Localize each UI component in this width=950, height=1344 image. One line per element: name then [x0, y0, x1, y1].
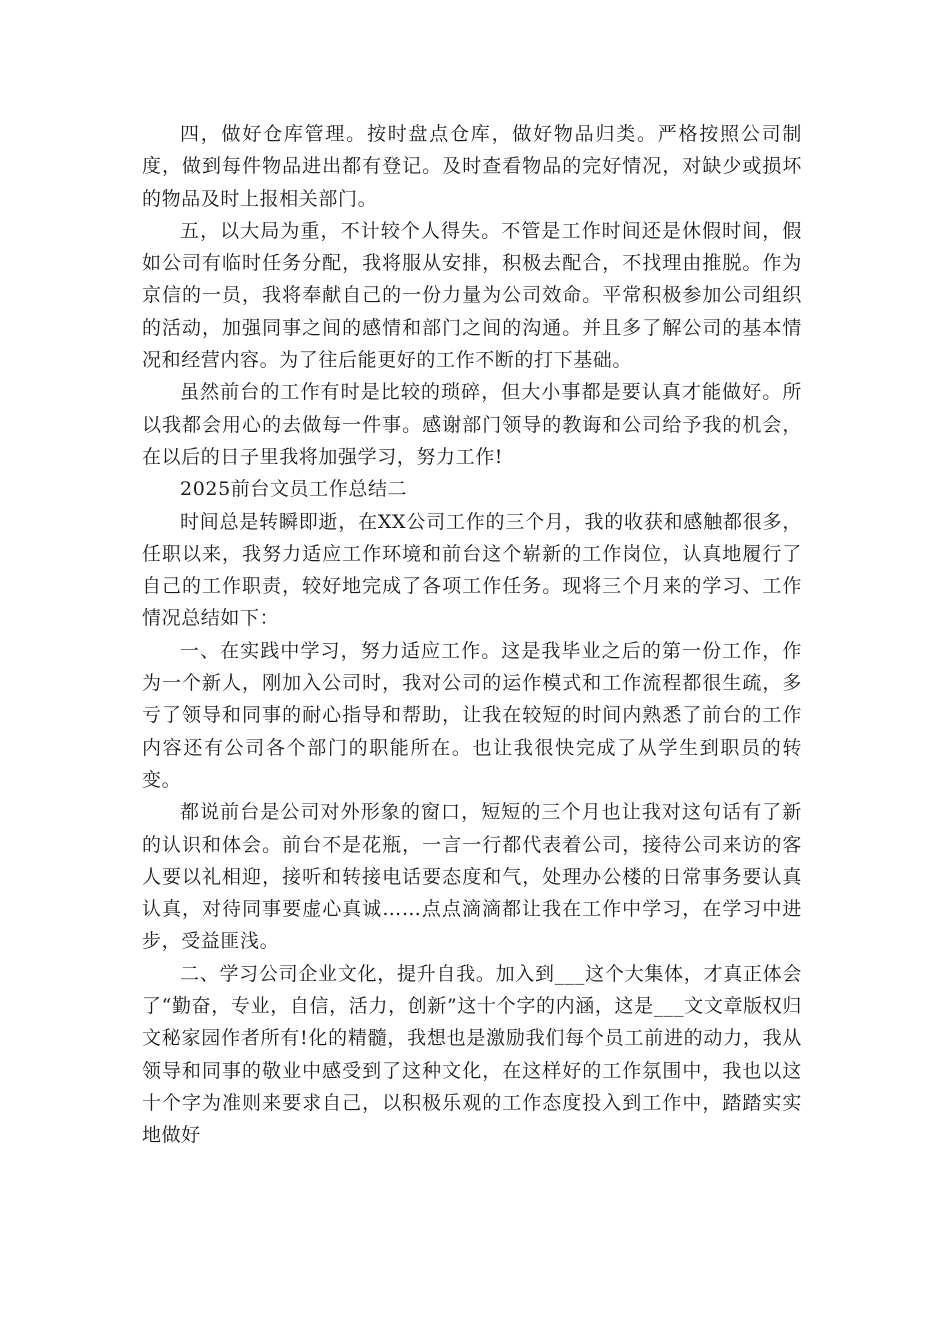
paragraph-corporate-culture: 二、学习公司企业文化，提升自我。加入到___这个大集体，才真正体会了“勤奋，专业，自信，活力，创新”这十个字的内涵，这是___文文章版权归文秘家园作者所有!化的精髓，我想也是激励我们每个员工前进的动力，我从领导和同事的敬业中感受到了这种文化，在这样好的工作氛围中，我也以这十个字为准则来要求自己，以积极乐观的工作态度投入到工作中，踏踏实实地做好: [142, 962, 802, 1147]
paragraph-warehouse-management: 四，做好仓库管理。按时盘点仓库，做好物品归类。严格按照公司制度，做到每件物品进出都有登记。及时查看物品的完好情况，对缺少或损坏的物品及时上报相关部门。: [142, 123, 802, 210]
paragraph-front-desk-image: 都说前台是公司对外形象的窗口，短短的三个月也让我对这句话有了新的认识和体会。前台不是花瓶，一言一行都代表着公司，接待公司来访的客人要以礼相迎，接听和转接电话要态度和气，处理办公楼的日常事务要认真认真，对待同事要虚心真诚……点点滴滴都让我在工作中学习，在学习中进步，受益匪浅。: [142, 801, 802, 953]
document-body: [142, 118, 802, 1152]
section-heading: 2025前台文员工作总结二: [180, 478, 408, 501]
paragraph-overall-interest: 五，以大局为重，不计较个人得失。不管是工作时间还是休假时间，假如公司有临时任务分配，我将服从安排，积极去配合，不找理由推脱。作为京信的一员，我将奉献自己的一份力量为公司效命。平常积极参加公司组织的活动，加强同事之间的感情和部门之间的沟通。并且多了解公司的基本情况和经营内容。为了往后能更好的工作不断的打下基础。: [142, 219, 802, 372]
paragraph-closing-remarks: 虽然前台的工作有时是比较的琐碎，但大小事都是要认真才能做好。所以我都会用心的去做每一件事。感谢部门领导的教诲和公司给予我的机会，在以后的日子里我将加强学习，努力工作!: [142, 381, 802, 468]
paragraph-intro: 时间总是转瞬即逝，在XX公司工作的三个月，我的收获和感触都很多，任职以来，我努力适应工作环境和前台这个崭新的工作岗位，认真地履行了自己的工作职责，较好地完成了各项工作任务。现将三个月来的学习、工作情况总结如下：: [142, 510, 802, 630]
paragraph-learning-in-practice: 一、在实践中学习，努力适应工作。这是我毕业之后的第一份工作，作为一个新人，刚加入公司时，我对公司的运作模式和工作流程都很生疏，多亏了领导和同事的耐心指导和帮助，让我在较短的时间内熟悉了前台的工作内容还有公司各个部门的职能所在。也让我很快完成了从学生到职员的转变。: [142, 639, 802, 791]
